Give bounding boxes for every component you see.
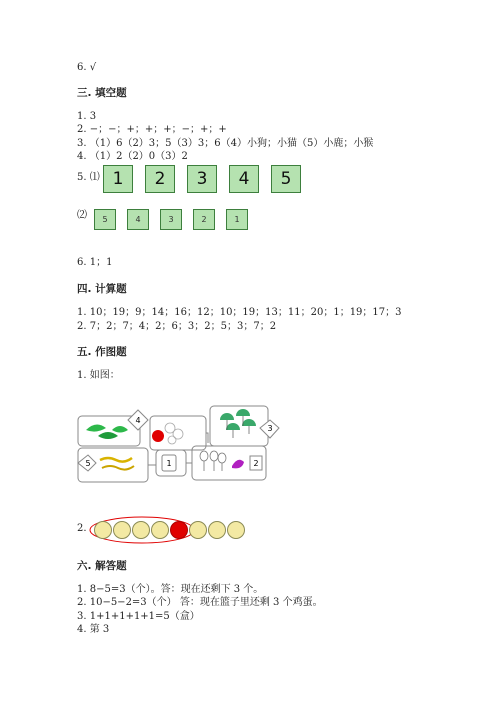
calc-answer-2: 2. 7；2；7；4；2；6；3；2；5；3；7；2	[77, 321, 277, 332]
fill-answer-5-label-2: ⑵	[77, 210, 87, 221]
umbrella-icon	[220, 409, 256, 438]
number-box-small: 2	[193, 209, 215, 230]
bean-icon	[232, 460, 244, 469]
svg-text:5: 5	[85, 459, 91, 468]
fill-answer-6: 6. 1；1	[77, 257, 113, 268]
calc-answer-1: 1. 10；19；9；14；16；12；10；19；13；11；20；1；19；17；3	[77, 307, 402, 318]
apple-icon	[152, 430, 164, 442]
banana-icon	[102, 466, 134, 470]
balloon-icon	[200, 451, 226, 471]
number-box-small: 3	[160, 209, 182, 230]
matching-diagram	[74, 400, 294, 495]
drawing-answer-2: 2.	[77, 523, 87, 534]
svg-text:4: 4	[135, 416, 141, 425]
section-title-word-problems: 六. 解答题	[77, 560, 127, 572]
drawing-answer-1: 1. 如图：	[77, 370, 120, 381]
svg-text:2: 2	[253, 459, 259, 468]
number-box: 4	[229, 165, 259, 193]
svg-text:1: 1	[166, 459, 172, 468]
circle	[209, 522, 226, 539]
circle	[114, 522, 131, 539]
fill-answer-3: 3. （1）6（2）3；5（3）3；6（4）小狗；小猫（5）小鹿；小猴	[77, 138, 374, 149]
svg-text:3: 3	[267, 424, 273, 433]
number-box: 3	[187, 165, 217, 193]
number-box: 5	[271, 165, 301, 193]
leaf-icon	[86, 424, 128, 439]
circle	[152, 522, 169, 539]
number-box: 1	[103, 165, 133, 193]
circle	[133, 522, 150, 539]
number-box-small: 4	[127, 209, 149, 230]
section-title-calculation: 四. 计算题	[77, 283, 127, 295]
word-answer-4: 4. 第 3	[77, 624, 110, 635]
fill-answer-2: 2. −；−；+；+；+；−；+；+	[77, 124, 227, 135]
fill-answer-1: 1. 3	[77, 111, 97, 122]
banana-icon	[100, 458, 132, 462]
word-answer-2: 2. 10−5−2=3（个） 答：现在篮子里还剩 3 个鸡蛋。	[77, 597, 323, 608]
flower-icon	[165, 423, 183, 444]
fill-answer-5-label: 5. ⑴	[77, 172, 100, 183]
number-box: 2	[145, 165, 175, 193]
q6-answer: 6. √	[77, 62, 97, 73]
circle	[190, 522, 207, 539]
circles-row	[88, 513, 258, 547]
circle	[95, 522, 112, 539]
section-title-fill-blank: 三. 填空题	[77, 87, 127, 99]
circle	[228, 522, 245, 539]
circle-red	[171, 522, 188, 539]
section-title-drawing: 五. 作图题	[77, 346, 127, 358]
word-answer-1: 1. 8−5=3（个）。答：现在还剩下 3 个。	[77, 584, 264, 595]
number-box-small: 5	[94, 209, 116, 230]
fill-answer-4: 4. （1）2（2）0（3）2	[77, 151, 188, 162]
number-box-small: 1	[226, 209, 248, 230]
word-answer-3: 3. 1+1+1+1+1=5（盒）	[77, 611, 200, 622]
